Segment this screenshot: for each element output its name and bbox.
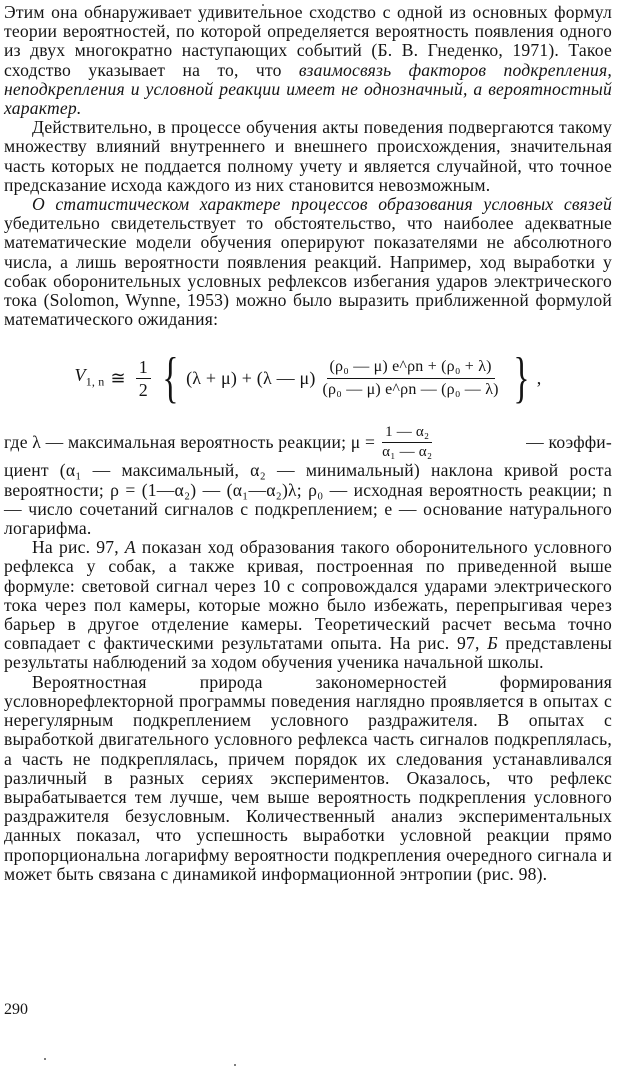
mu-denominator: α₁ — α₂ <box>382 443 433 460</box>
paragraph-5: На рис. 97, А показан ход образования такого оборонительного условного рефлекса у собак, а также кривая, построенная по приведенной выше формуле: световой сигнал через 10 с сопровождался ударами электрического тока через пол камеры, которые можно было избежать, перепрыгивая через барьер в другое отделение камеры. Теоретический расчет весьма точно совпадает с фактическими результатами опыта. На рис. 97, Б представлены результаты наблюдений за ходом обучения ученика начальной школы. <box>4 537 613 673</box>
half-denominator: 2 <box>138 379 148 400</box>
print-speck <box>234 1064 236 1066</box>
paragraph-2: Действительно, в процессе обучения акты поведения подвергаются такому множеству влияний внутреннего и внешнего происхождения, значительная часть которых не поддается полному учету и является случайной, что точное предсказание исхода каждого из них становится невозможным. <box>4 117 612 195</box>
paragraph-text: Этим она обнаруживает удивительное сходство с одной из основных формул теории вероятностей, по которой определяется вероятность появления одного из двух многократно наступающих событий (Б. В. Гнеденко, 1971). Такое сходство указывает на то, что <box>4 2 612 80</box>
fraction-denominator: (ρ₀ — μ) e^ρn — (ρ₀ — λ) <box>322 380 499 398</box>
left-brace: { <box>162 347 179 410</box>
paragraph-italic: О статистическом характере процессов образования условных связей <box>32 194 612 215</box>
right-brace: } <box>513 347 530 410</box>
paragraph-text: убедительно свидетельствует то обстоятельство, что наиболее адекватные математические модели обучения оперируют показателями не абсолютного числа, а лишь вероятности появления реакций. Например, ход выработки у собак оборонительных условных рефлексов избегания ударов электрического тока (Solomon, Wynne, 1953) можно было выразить приближенной формулой математического ожидания: <box>4 213 612 330</box>
half-numerator: 1 <box>136 357 151 379</box>
paragraph-text: где λ — максимальная вероятность реакции; μ = <box>4 431 376 452</box>
mu-fraction <box>379 424 435 461</box>
page-number: 290 <box>4 1001 28 1018</box>
formula-lhs: $V_{1, n}$ <box>74 364 105 389</box>
mu-numerator: 1 — α₂ <box>382 424 432 443</box>
half-fraction <box>136 357 151 400</box>
paragraph-3 <box>4 195 612 329</box>
paragraph-4: циент (α₁ — максимальный, α₂ — минимальный) наклона кривой роста вероятности; ρ = (1—α₂) — (α₁—α₂)λ; ρ₀ — исходная вероятность реакции; n — число сочетаний сигналов с подкреплением; e — основание натурального логарифма. <box>4 460 612 539</box>
approx-sign: ≅ <box>110 367 126 388</box>
paragraph-4-first-line <box>4 423 612 461</box>
formula-comma: , <box>536 367 542 388</box>
print-speck <box>44 1058 46 1060</box>
paragraph-text: — коэффи- <box>526 431 612 452</box>
paragraph-6: Вероятностная природа закономерностей формирования условнорефлекторной программы поведения наглядно проявляется в опытах с нерегулярным подкреплением условного раздражителя. В опытах с выработкой двигательного условного рефлекса часть сигналов подкреплялась, а часть не подкреплялась, причем порядок их следования устанавливался различный в разных сериях экспериментов. Оказалось, что рефлекс вырабатывается тем лучше, чем выше вероятность подкрепления условного раздражителя безусловным. Количественный анализ экспериментальных данных показал, что успешность выработки условной реакции прямо пропорциональна логарифму вероятности подкрепления очередного сигнала и может быть связана с динамикой информационной энтропии (рис. 98). <box>4 671 612 884</box>
body-text <box>4 3 612 884</box>
expectation-formula <box>4 339 612 417</box>
paragraph-1 <box>4 3 612 118</box>
main-fraction <box>320 357 502 400</box>
paragraph-italic: взаимосвязь факторов подкрепления, неподкрепления и условной реакции имеет не однозначный, а вероятностный характер. <box>4 59 612 119</box>
formula-inner: (λ + μ) + (λ — μ) <box>186 367 316 388</box>
fraction-numerator: (ρ₀ — μ) e^ρn + (ρ₀ + λ) <box>327 357 495 379</box>
